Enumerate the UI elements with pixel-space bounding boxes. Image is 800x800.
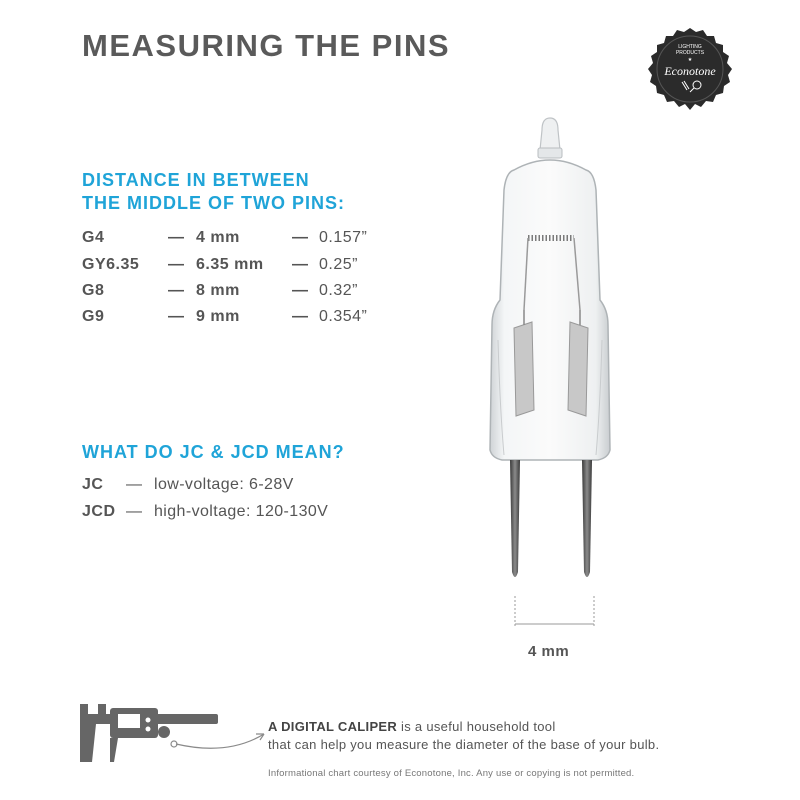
logo-brand: Econotone [664, 64, 716, 78]
pin-inch: 0.354” [319, 308, 368, 325]
jcd-term: JCD [82, 503, 116, 520]
econotone-logo-icon [644, 26, 736, 114]
jc-term: JC [82, 476, 104, 493]
pins-heading-line1: DISTANCE IN BETWEEN [82, 170, 310, 190]
dash: — [168, 256, 185, 273]
caliper-note-line1 [268, 719, 556, 734]
dash: — [168, 282, 185, 299]
dash: — [292, 282, 309, 299]
pins-heading-line2: THE MIDDLE OF TWO PINS: [82, 193, 345, 213]
pin-mm: 8 mm [196, 282, 240, 299]
pin-inch: 0.32” [319, 282, 358, 299]
dash: — [292, 308, 309, 325]
pin-type: G9 [82, 308, 105, 325]
pin-mm: 6.35 mm [196, 256, 264, 273]
pin-spacing-label: 4 mm [528, 643, 570, 660]
caliper-note-line2: that can help you measure the diameter of the base of your bulb. [268, 737, 660, 752]
caliper-note-bold: A DIGITAL CALIPER [268, 719, 398, 734]
jc-desc: low-voltage: 6-28V [154, 476, 294, 493]
jc-heading: WHAT DO JC & JCD MEAN? [82, 442, 345, 462]
logo-line1: LIGHTING [678, 44, 702, 50]
dash: — [168, 229, 185, 246]
dash: — [168, 308, 185, 325]
page-title: MEASURING THE PINS [82, 28, 451, 63]
logo-line2: PRODUCTS [675, 50, 705, 56]
pin-mm: 9 mm [196, 308, 240, 325]
pin-type: G4 [82, 229, 105, 246]
dash: — [292, 256, 309, 273]
svg-text:★: ★ [687, 57, 693, 63]
curved-arrow-icon [168, 728, 268, 756]
pin-inch: 0.25” [319, 256, 358, 273]
dash: — [126, 503, 142, 520]
pin-type: GY6.35 [82, 256, 140, 273]
caliper-note-rest: is a useful household tool [397, 719, 556, 734]
footer-note: Informational chart courtesy of Econotone, Inc. Any use or copying is not permitted. [268, 768, 635, 779]
dash: — [292, 229, 309, 246]
pin-mm: 4 mm [196, 229, 240, 246]
halogen-bulb-image [470, 110, 650, 590]
pin-inch: 0.157” [319, 229, 368, 246]
jcd-desc: high-voltage: 120-130V [154, 503, 329, 520]
pin-type: G8 [82, 282, 105, 299]
pin-spacing-marker [510, 592, 600, 632]
dash: — [126, 476, 142, 493]
